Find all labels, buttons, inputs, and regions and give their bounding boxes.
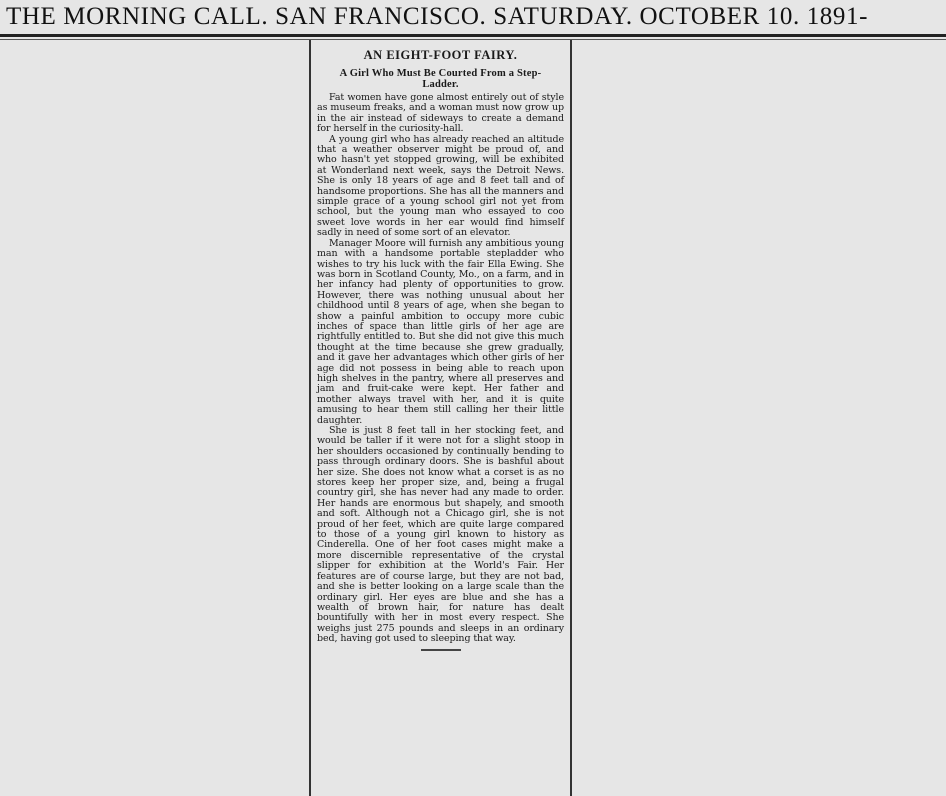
article-paragraph: Fat women have gone almost entirely out of style as museum freaks, and a woman must now grow up in the air instead of sideways to create a demand for herself in the curiosity-hall. <box>317 92 564 135</box>
article-column <box>309 40 572 796</box>
article-body <box>317 93 564 645</box>
article-headline: AN EIGHT-FOOT FAIRY. <box>363 48 518 62</box>
newspaper-masthead: THE MORNING CALL. SAN FRANCISCO. SATURDAY. OCTOBER 10. 1891- <box>6 3 869 30</box>
article-subhead: A Girl Who Must Be Courted From a Step-Ladder. <box>339 68 542 90</box>
article-paragraph: A young girl who has already reached an altitude that a weather observer might be proud of, and who hasn't yet stopped growing, will be exhibited at Wonderland next week, says the Detroit News. She is only 18 years of age and 8 feet tall and of handsome proportions. She has all the manners and simple grace of a young school girl not yet from school, but the young man who essayed to coo sweet love words in her ear would find himself sadly in need of some sort of an elevator. <box>317 133 564 239</box>
masthead-rule-thick <box>0 34 946 37</box>
article-end-rule <box>421 649 461 651</box>
article-paragraph: Manager Moore will furnish any ambitious young man with a handsome portable stepladder who wishes to try his luck with the fair Ella Ewing. She was born in Scotland County, Mo., on a farm, and in her infancy had plenty of opportunities to grow. However, there was nothing unusual about her childhood until 8 years of age, when she began to show a painful ambition to occupy more cubic inches of space than little girls of her age are rightfully entitled to. But she did not give this much thought at the time because she grew gradually, and it gave her advantages which other girls of her age did not possess in being able to reach upon high shelves in the pantry, where all preserves and jam and fruit-cake were kept. Her father and mother always travel with her, and it is quite amusing to hear them still calling her their little daughter. <box>317 237 564 426</box>
article-paragraph: She is just 8 feet tall in her stocking feet, and would be taller if it were not for a slight stoop in her shoulders occasioned by continually bending to pass through ordinary doors. She is bashful about her size. She does not know what a corset is as no stores keep her proper size, and, being a frugal country girl, she has never had any made to order. Her hands are enormous but shapely, and smooth and soft. Although not a Chicago girl, she is not proud of her feet, which are quite large compared to those of a young girl known to history as Cinderella. One of her foot cases might make a more discernible representative of the crystal slipper for exhibition at the World's Fair. Her features are of course large, but they are not bad, and she is better looking on a large scale than the ordinary girl. Her eyes are blue and she has a wealth of brown hair, for nature has dealt bountifully with her in most every respect. She weighs just 275 pounds and sleeps in an ordinary bed, having got used to sleeping that way. <box>317 425 564 645</box>
